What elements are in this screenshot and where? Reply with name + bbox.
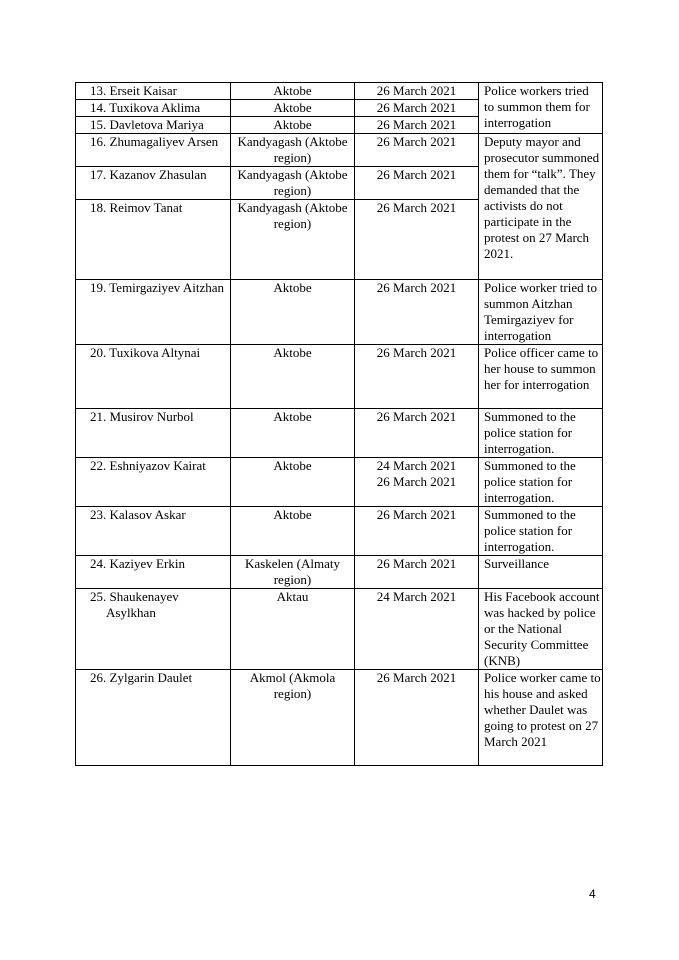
location: Aktobe <box>231 100 355 117</box>
location: Aktau <box>231 589 355 670</box>
date: 26 March 2021 <box>355 345 479 409</box>
table-row <box>76 345 603 409</box>
location: Kandyagash (Aktobe region) <box>231 134 355 167</box>
location: Kandyagash (Aktobe region) <box>231 200 355 280</box>
location: Aktobe <box>231 117 355 134</box>
person-name: 23. Kalasov Askar <box>76 507 231 556</box>
table-row <box>76 458 603 507</box>
date: 26 March 2021 <box>355 670 479 766</box>
date: 26 March 2021 <box>355 556 479 589</box>
person-name: 18. Reimov Tanat <box>76 200 231 280</box>
table-row <box>76 589 603 670</box>
location: Aktobe <box>231 280 355 345</box>
page-number: 4 <box>589 887 596 901</box>
table-row <box>76 409 603 458</box>
person-name: 14. Tuxikova Aklima <box>76 100 231 117</box>
date: 26 March 2021 <box>355 100 479 117</box>
date: 24 March 2021 <box>376 458 457 473</box>
person-name: 15. Davletova Mariya <box>76 117 231 134</box>
location: Aktobe <box>231 409 355 458</box>
location: Akmol (Akmola region) <box>231 670 355 766</box>
person-name: 19. Temirgaziyev Aitzhan <box>76 280 231 345</box>
table-row <box>76 670 603 766</box>
table-row <box>76 134 603 167</box>
location: Aktobe <box>231 507 355 556</box>
incident-note: Police officer came to her house to summon her for interrogation <box>479 345 603 409</box>
person-name: 24. Kaziyev Erkin <box>76 556 231 589</box>
date: 26 March 2021 <box>355 409 479 458</box>
incident-note: Summoned to the police station for interrogation. <box>479 507 603 556</box>
date: 26 March 2021 <box>355 507 479 556</box>
location: Kaskelen (Almaty region) <box>231 556 355 589</box>
incident-note: Police worker came to his house and asked whether Daulet was going to protest on 27 March 2021 <box>479 670 603 766</box>
table-row <box>76 556 603 589</box>
date-cell <box>355 458 479 507</box>
incident-note: Summoned to the police station for interrogation. <box>479 409 603 458</box>
date: 26 March 2021 <box>355 167 479 200</box>
incident-note: His Facebook account was hacked by police or the National Security Committee (KNB) <box>479 589 603 670</box>
date: 26 March 2021 <box>355 134 479 167</box>
person-name: 25. Shaukenayev Asylkhan <box>76 589 231 670</box>
date-second: 26 March 2021 <box>376 474 457 489</box>
date: 26 March 2021 <box>355 200 479 280</box>
incident-note: Police worker tried to summon Aitzhan Temirgaziyev for interrogation <box>479 280 603 345</box>
date: 26 March 2021 <box>355 280 479 345</box>
person-name: 17. Kazanov Zhasulan <box>76 167 231 200</box>
table-row <box>76 280 603 345</box>
incidents-table <box>75 82 603 766</box>
person-name: 26. Zylgarin Daulet <box>76 670 231 766</box>
incident-note: Surveillance <box>479 556 603 589</box>
person-name: 21. Musirov Nurbol <box>76 409 231 458</box>
table-row <box>76 507 603 556</box>
person-name: 22. Eshniyazov Kairat <box>76 458 231 507</box>
table-row <box>76 83 603 100</box>
person-name: 16. Zhumagaliyev Arsen <box>76 134 231 167</box>
location: Aktobe <box>231 345 355 409</box>
date: 26 March 2021 <box>355 117 479 134</box>
date: 24 March 2021 <box>355 589 479 670</box>
person-name: 13. Erseit Kaisar <box>76 83 231 100</box>
location: Aktobe <box>231 83 355 100</box>
person-name: 20. Tuxikova Altynai <box>76 345 231 409</box>
location: Kandyagash (Aktobe region) <box>231 167 355 200</box>
location: Aktobe <box>231 458 355 507</box>
incident-note: Police workers tried to summon them for interrogation <box>479 83 603 134</box>
incident-note: Summoned to the police station for interrogation. <box>479 458 603 507</box>
incident-note: Deputy mayor and prosecutor summoned them for “talk”. They demanded that the activists do not participate in the protest on 27 March 2021. <box>479 134 603 280</box>
date: 26 March 2021 <box>355 83 479 100</box>
